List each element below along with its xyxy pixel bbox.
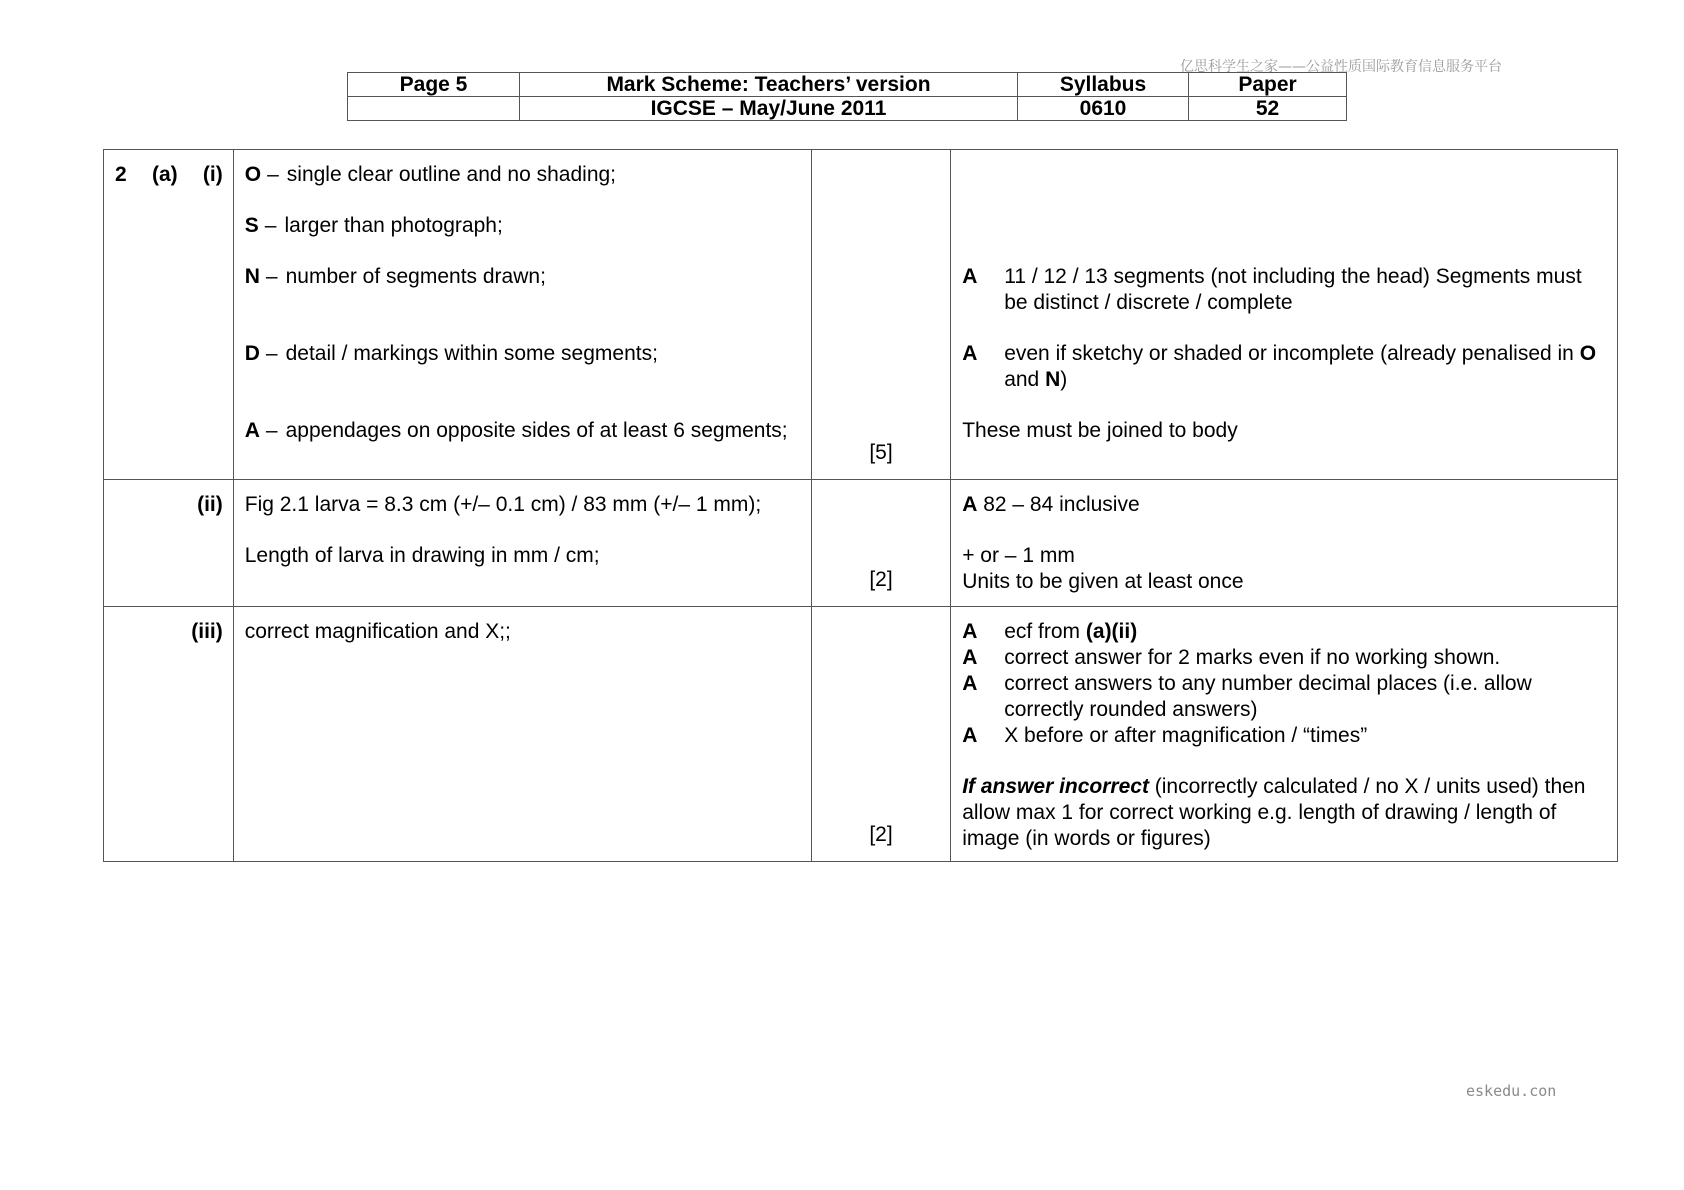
answer-point: [245, 162, 803, 188]
syllabus-label: Syllabus: [1018, 73, 1189, 97]
table-row: [104, 150, 1618, 480]
guidance-text: [962, 774, 1607, 852]
guidance-key: A: [962, 342, 978, 365]
guidance-key: A: [962, 672, 978, 695]
answer-key: N: [244, 265, 260, 288]
guidance-text: + or – 1 mm: [962, 544, 1075, 567]
answer-point: [245, 264, 803, 290]
guidance-text: [1004, 341, 1607, 393]
answer-key: S: [244, 214, 259, 237]
answer-cell: [233, 150, 811, 480]
question-subpart: (ii): [197, 493, 223, 516]
paper-label: Paper: [1189, 73, 1347, 97]
question-number: 2: [115, 163, 127, 186]
guidance-point: [962, 645, 1607, 671]
answer-dash: –: [264, 214, 277, 237]
question-label-cell: [104, 150, 234, 480]
answer-text: appendages on opposite sides of at least 6 segments;: [285, 419, 788, 442]
answer-cell: [233, 607, 811, 862]
answer-text: correct magnification and X;;: [244, 620, 511, 643]
guidance-point: [962, 264, 1607, 316]
guidance-text-and: and: [1004, 368, 1040, 391]
guidance-text: correct answer for 2 marks even if no working shown.: [1004, 646, 1501, 669]
table-row: [104, 607, 1618, 862]
answer-point: [245, 418, 803, 444]
guidance-text: [1004, 619, 1607, 645]
answer-dash: –: [265, 419, 278, 442]
question-subpart: (iii): [191, 620, 223, 643]
guidance-text: [962, 492, 1607, 518]
answer-text: single clear outline and no shading;: [286, 163, 617, 186]
guidance-bold-o: O: [1579, 342, 1597, 365]
answer-text: larger than photograph;: [284, 214, 503, 237]
mark-value: [2]: [869, 568, 893, 591]
guidance-key: A: [962, 493, 978, 516]
guidance-key: A: [962, 265, 978, 288]
answer-text: Fig 2.1 larva = 8.3 cm (+/– 0.1 cm) / 83 mm (+/– 1 mm);: [244, 493, 762, 516]
answer-key: O: [244, 163, 262, 186]
guidance-cell: [951, 150, 1618, 480]
guidance-cell: [951, 480, 1618, 607]
answer-point: [245, 341, 803, 367]
guidance-text: correct answers to any number decimal places (i.e. allow correctly rounded answers): [1004, 672, 1532, 721]
guidance-emphasis: If answer incorrect: [962, 775, 1149, 798]
answer-dash: –: [265, 342, 278, 365]
answer-cell: [233, 480, 811, 607]
mark-cell: [811, 480, 950, 607]
guidance-text: 11 / 12 / 13 segments (not including the head) Segments must be distinct / discrete / complete: [1004, 265, 1582, 314]
answer-key: D: [244, 342, 260, 365]
guidance-key: A: [962, 724, 978, 747]
answer-text: Length of larva in drawing in mm / cm;: [244, 544, 600, 567]
guidance-point: [962, 341, 1607, 393]
answer-text: detail / markings within some segments;: [285, 342, 658, 365]
mark-value: [5]: [869, 441, 893, 464]
answer-point: [245, 213, 803, 239]
table-row: [104, 480, 1618, 607]
header-empty-cell: [348, 97, 520, 121]
guidance-point: [962, 671, 1607, 723]
question-part: (a): [151, 163, 178, 186]
guidance-text: X before or after magnification / “times”: [1004, 724, 1368, 747]
document-subtitle: IGCSE – May/June 2011: [520, 97, 1018, 121]
answer-text: number of segments drawn;: [285, 265, 546, 288]
guidance-bold-ref: (a)(ii): [1085, 620, 1138, 643]
mark-cell: [811, 607, 950, 862]
mark-value: [2]: [869, 823, 893, 846]
guidance-text-part: even if sketchy or shaded or incomplete (already penalised in: [1004, 342, 1574, 365]
watermark-top: 亿思科学生之家——公益性质国际教育信息服务平台: [1180, 59, 1502, 75]
document-title: Mark Scheme: Teachers’ version: [520, 73, 1018, 97]
answer-key: A: [244, 419, 260, 442]
guidance-point: [962, 619, 1607, 645]
guidance-text-close: ): [1060, 368, 1068, 391]
syllabus-value: 0610: [1018, 97, 1189, 121]
header-table: [347, 72, 1347, 121]
guidance-text-part: 82 – 84 inclusive: [983, 493, 1140, 516]
question-subpart: (i): [202, 163, 223, 186]
question-label-cell: [104, 607, 234, 862]
guidance-text-part: ecf from: [1004, 620, 1086, 643]
guidance-text-part: (incorrectly calculated / no X / units used) then allow max 1 for correct working e.g. length of drawing / length of image (in words or figures): [962, 775, 1586, 850]
watermark-bottom: eskedu.con: [1466, 1082, 1557, 1100]
guidance-point: [962, 723, 1607, 749]
paper-value: 52: [1189, 97, 1347, 121]
page-number: Page 5: [348, 73, 520, 97]
answer-dash: –: [267, 163, 279, 186]
guidance-text: Units to be given at least once: [962, 570, 1244, 593]
guidance-key: A: [962, 646, 978, 669]
mark-cell: [811, 150, 950, 480]
guidance-text: These must be joined to body: [962, 419, 1238, 442]
question-label-cell: [104, 480, 234, 607]
guidance-cell: [951, 607, 1618, 862]
guidance-bold-n: N: [1045, 368, 1061, 391]
guidance-key: A: [962, 620, 978, 643]
answer-dash: –: [265, 265, 278, 288]
mark-scheme-table: [103, 149, 1618, 862]
